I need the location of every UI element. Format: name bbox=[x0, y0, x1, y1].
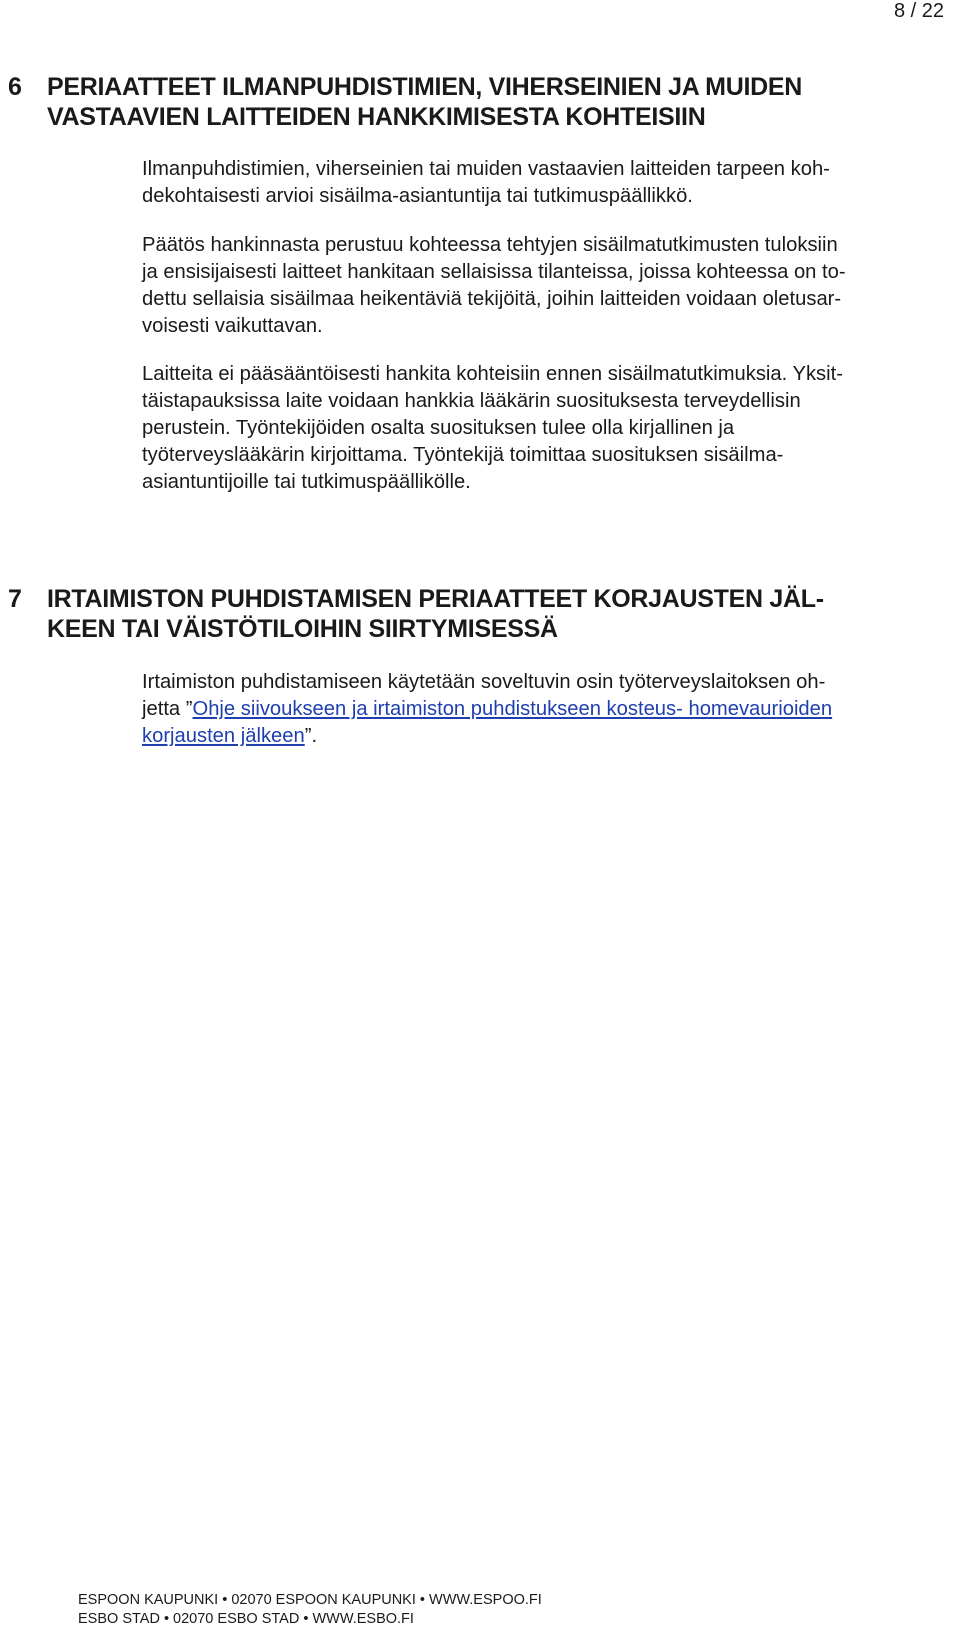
paragraph-line: Ilmanpuhdistimien, viherseinien tai muiden vastaavien laitteiden tarpeen koh- bbox=[142, 158, 830, 180]
section-7-title-line-2: KEEN TAI VÄISTÖTILOIHIN SIIRTYMISESSÄ bbox=[47, 615, 558, 643]
paragraph-line: Laitteita ei pääsääntöisesti hankita kohteisiin ennen sisäilmatutkimuksia. Yksit- bbox=[142, 363, 843, 385]
paragraph-line: täistapauksissa laite voidaan hankkia lääkärin suosituksesta terveydellisin bbox=[142, 390, 801, 412]
section-6-paragraph-1 bbox=[142, 156, 932, 210]
paragraph-line: dekohtaisesti arvioi sisäilma-asiantuntija tai tutkimuspäällikkö. bbox=[142, 185, 693, 207]
section-6-number: 6 bbox=[8, 73, 22, 101]
section-6-paragraph-3 bbox=[142, 361, 932, 496]
paragraph-text: ”. bbox=[304, 725, 318, 747]
section-6-title-line-1: PERIAATTEET ILMANPUHDISTIMIEN, VIHERSEINIEN JA MUIDEN bbox=[47, 73, 802, 101]
section-7-paragraph bbox=[142, 669, 932, 750]
paragraph-line: työterveyslääkärin kirjoittama. Työntekijä toimittaa suosituksen sisäilma- bbox=[142, 444, 784, 466]
section-7-number: 7 bbox=[8, 585, 22, 613]
section-6-heading bbox=[0, 72, 935, 132]
paragraph-line: Päätös hankinnasta perustuu kohteessa tehtyjen sisäilmatutkimusten tuloksiin bbox=[142, 234, 838, 256]
paragraph-line bbox=[142, 696, 932, 723]
guideline-link-part-2[interactable]: korjausten jälkeen bbox=[142, 725, 305, 747]
paragraph-line: perustein. Työntekijöiden osalta suosituksen tulee olla kirjallinen ja bbox=[142, 417, 735, 439]
paragraph-text: jetta ” bbox=[142, 698, 193, 720]
section-7-title-line-1: IRTAIMISTON PUHDISTAMISEN PERIAATTEET KORJAUSTEN JÄL- bbox=[47, 585, 824, 613]
paragraph-line: voisesti vaikuttavan. bbox=[142, 315, 323, 337]
footer-line-espoo: ESPOON KAUPUNKI • 02070 ESPOON KAUPUNKI • WWW.ESPOO.FI bbox=[78, 1592, 542, 1608]
section-6-paragraph-2 bbox=[142, 232, 932, 340]
paragraph-line: Irtaimiston puhdistamiseen käytetään soveltuvin osin työterveyslaitoksen oh- bbox=[142, 671, 826, 693]
paragraph-line: ja ensisijaisesti laitteet hankitaan sellaisissa tilanteissa, joissa kohteessa on to- bbox=[142, 261, 846, 283]
paragraph-line bbox=[142, 723, 932, 750]
section-7-heading bbox=[0, 584, 935, 644]
page-footer bbox=[78, 1591, 542, 1629]
paragraph-line: dettu sellaisia sisäilmaa heikentäviä tekijöitä, joihin laitteiden voidaan oletusar- bbox=[142, 288, 842, 310]
footer-line-esbo: ESBO STAD • 02070 ESBO STAD • WWW.ESBO.FI bbox=[78, 1611, 414, 1627]
section-6-title-line-2: VASTAAVIEN LAITTEIDEN HANKKIMISESTA KOHTEISIIN bbox=[47, 103, 706, 131]
guideline-link-part-1[interactable]: Ohje siivoukseen ja irtaimiston puhdistukseen kosteus- homevaurioiden bbox=[192, 698, 833, 720]
page-number: 8 / 22 bbox=[893, 0, 944, 22]
paragraph-line: asiantuntijoille tai tutkimuspäällikölle. bbox=[142, 471, 471, 493]
